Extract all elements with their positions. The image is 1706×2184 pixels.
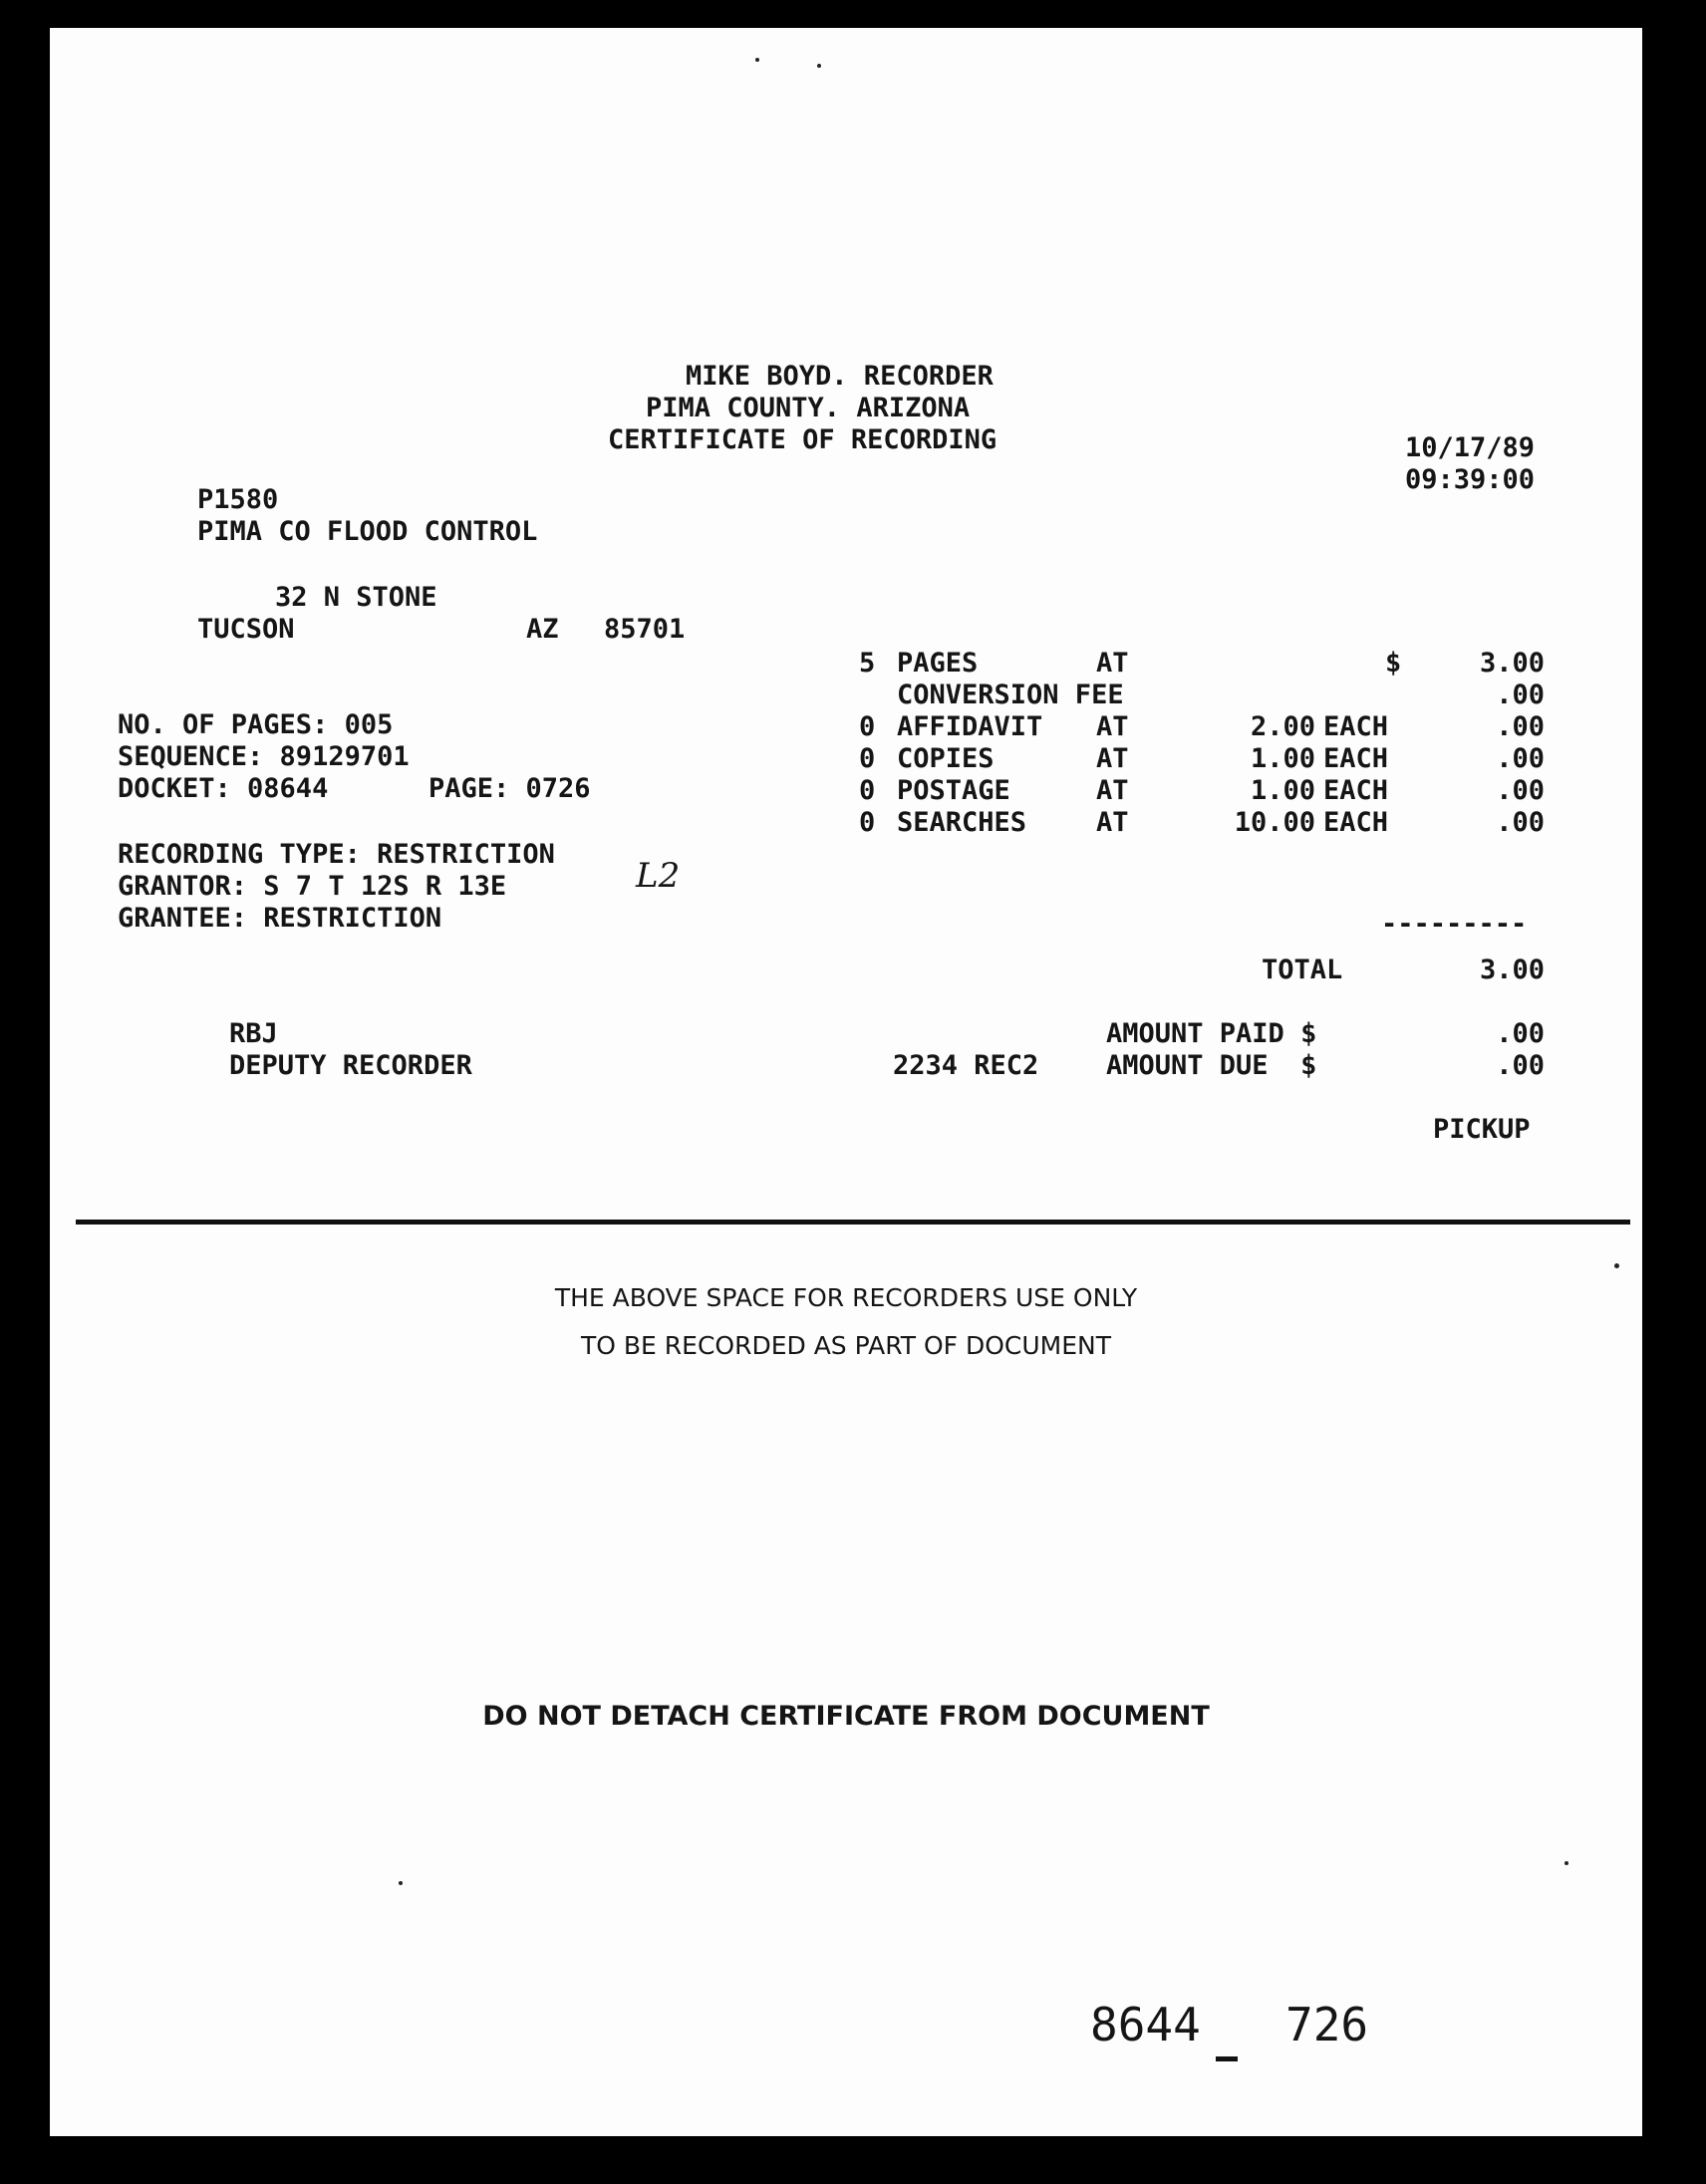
fee-item: AFFIDAVIT bbox=[897, 711, 1043, 742]
certificate-page bbox=[50, 28, 1642, 2136]
party-street: 32 N STONE bbox=[275, 582, 437, 613]
fee-rate: 1.00 bbox=[1250, 743, 1315, 774]
deputy-initials: RBJ bbox=[229, 1018, 278, 1049]
party-city: TUCSON bbox=[197, 614, 295, 645]
sequence-number: SEQUENCE: 89129701 bbox=[118, 741, 410, 772]
fee-amount: .00 bbox=[1496, 743, 1545, 774]
fee-each: EACH bbox=[1323, 711, 1389, 742]
total-label: TOTAL bbox=[1262, 955, 1343, 985]
fee-amount: .00 bbox=[1496, 680, 1545, 710]
grantee: GRANTEE: RESTRICTION bbox=[118, 903, 442, 934]
deputy-title: DEPUTY RECORDER bbox=[229, 1050, 472, 1081]
amount-due-label: AMOUNT DUE $ bbox=[1106, 1050, 1317, 1081]
fee-qty: 0 bbox=[859, 711, 876, 742]
fee-each: EACH bbox=[1323, 775, 1389, 806]
fee-rate: 1.00 bbox=[1250, 775, 1315, 806]
party-state: AZ bbox=[526, 614, 559, 645]
fee-at: AT bbox=[1096, 711, 1129, 742]
register-code: 2234 REC2 bbox=[893, 1050, 1039, 1081]
certificate-title: CERTIFICATE OF RECORDING bbox=[608, 424, 997, 455]
amount-paid-value: .00 bbox=[1496, 1018, 1545, 1049]
recorders-use-note: THE ABOVE SPACE FOR RECORDERS USE ONLY bbox=[554, 1283, 1138, 1312]
fee-at: AT bbox=[1096, 775, 1129, 806]
amount-due-value: .00 bbox=[1496, 1050, 1545, 1081]
fee-at: AT bbox=[1096, 743, 1129, 774]
fee-rate: 10.00 bbox=[1234, 807, 1315, 838]
page-stamp: 726 bbox=[1285, 1998, 1369, 2051]
scan-speck bbox=[817, 64, 821, 68]
stamp-mark bbox=[1216, 2056, 1238, 2061]
county-name: PIMA COUNTY. ARIZONA bbox=[646, 393, 971, 423]
fee-each: EACH bbox=[1323, 743, 1389, 774]
fee-item: PAGES bbox=[897, 648, 979, 679]
section-divider bbox=[76, 1220, 1630, 1225]
recording-time: 09:39:00 bbox=[1405, 464, 1536, 495]
fee-amount: .00 bbox=[1496, 711, 1545, 742]
party-zip: 85701 bbox=[604, 614, 686, 645]
fee-at: AT bbox=[1096, 648, 1129, 679]
fee-item: CONVERSION FEE bbox=[897, 680, 1124, 710]
number-of-pages: NO. OF PAGES: 005 bbox=[118, 709, 394, 740]
party-code: P1580 bbox=[197, 484, 279, 515]
grantor: GRANTOR: S 7 T 12S R 13E bbox=[118, 871, 507, 902]
page-number: PAGE: 0726 bbox=[428, 773, 591, 804]
recorder-name: MIKE BOYD. RECORDER bbox=[686, 361, 994, 392]
fee-qty: 5 bbox=[859, 648, 876, 679]
fee-qty: 0 bbox=[859, 743, 876, 774]
fee-amount: 3.00 bbox=[1479, 648, 1545, 679]
handwritten-mark: L2 bbox=[636, 856, 681, 896]
scan-speck bbox=[1564, 1861, 1568, 1865]
recording-type: RECORDING TYPE: RESTRICTION bbox=[118, 839, 555, 870]
fee-item: COPIES bbox=[897, 743, 995, 774]
fee-item: SEARCHES bbox=[897, 807, 1027, 838]
pickup-label: PICKUP bbox=[1433, 1114, 1531, 1145]
fee-each: EACH bbox=[1323, 807, 1389, 838]
fee-amount: .00 bbox=[1496, 775, 1545, 806]
do-not-detach-note: DO NOT DETACH CERTIFICATE FROM DOCUMENT bbox=[482, 1701, 1210, 1732]
recorded-part-note: TO BE RECORDED AS PART OF DOCUMENT bbox=[581, 1331, 1111, 1360]
fee-at: AT bbox=[1096, 807, 1129, 838]
scan-speck bbox=[399, 1881, 403, 1885]
scan-speck bbox=[1614, 1263, 1619, 1268]
fee-qty: 0 bbox=[859, 775, 876, 806]
fee-qty: 0 bbox=[859, 807, 876, 838]
fee-item: POSTAGE bbox=[897, 775, 1010, 806]
total-rule: --------- bbox=[1381, 909, 1528, 940]
recording-date: 10/17/89 bbox=[1405, 432, 1536, 463]
total-value: 3.00 bbox=[1479, 955, 1545, 985]
book-number: 8644 bbox=[1090, 1998, 1201, 2051]
party-name: PIMA CO FLOOD CONTROL bbox=[197, 516, 538, 547]
scan-speck bbox=[755, 58, 759, 62]
amount-paid-label: AMOUNT PAID $ bbox=[1106, 1018, 1317, 1049]
docket-number: DOCKET: 08644 bbox=[118, 773, 329, 804]
fee-amount: .00 bbox=[1496, 807, 1545, 838]
fee-dollar: $ bbox=[1385, 648, 1402, 679]
fee-rate: 2.00 bbox=[1250, 711, 1315, 742]
